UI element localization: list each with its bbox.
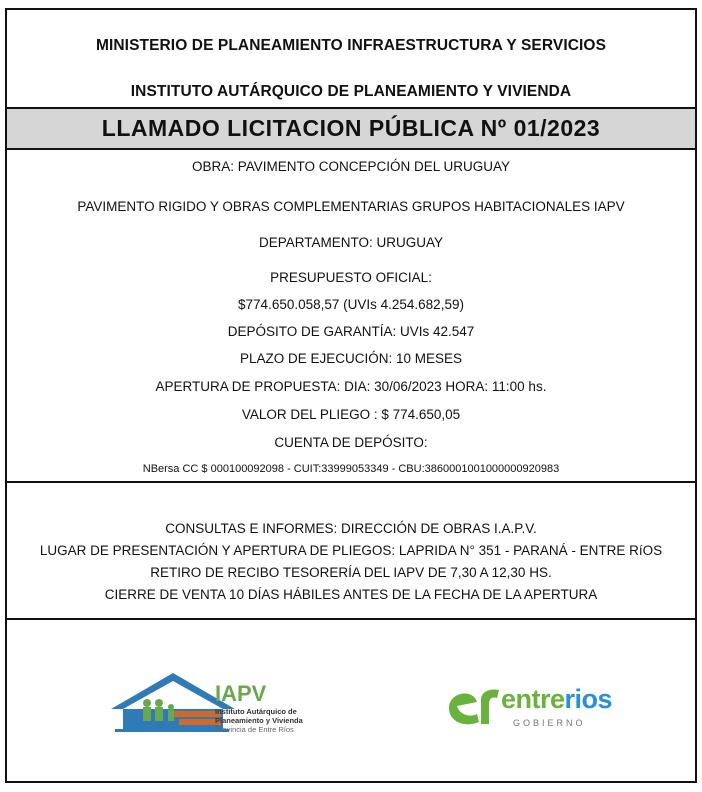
cuenta-label: CUENTA DE DEPÓSITO: (274, 435, 428, 450)
iapv-logo-line1: Instituto Autárquico de (215, 707, 297, 716)
iapv-logo-line3: Provincia de Entre Ríos (215, 725, 294, 734)
tender-title: LLAMADO LICITACION PÚBLICA Nº 01/2023 (101, 115, 601, 141)
iapv-logo (107, 665, 337, 745)
description-line: PAVIMENTO RIGIDO Y OBRAS COMPLEMENTARIAS GRUPOS HABITACIONALES IAPV (77, 199, 625, 214)
retiro-line: RETIRO DE RECIBO TESORERÍA DEL IAPV DE 7,30 A 12,30 HS. (150, 565, 552, 580)
entrerios-logo-entre: entre (501, 684, 565, 714)
institute-heading: INSTITUTO AUTÁRQUICO DE PLANEAMIENTO Y VIVIENDA (130, 83, 572, 100)
valor-pliego-line: VALOR DEL PLIEGO : $ 774.650,05 (241, 407, 461, 422)
iapv-logo-line2: Planeamiento y Vivienda (215, 716, 303, 725)
divider-1 (7, 481, 695, 483)
lugar-line: LUGAR DE PRESENTACIÓN Y APERTURA DE PLIEGOS: LAPRIDA N° 351 - PARANÁ - ENTRE RíOS (39, 543, 663, 558)
apertura-line: APERTURA DE PROPUESTA: DIA: 30/06/2023 HORA: 11:00 hs. (155, 379, 547, 394)
entrerios-logo-sub: GOBIERNO (513, 718, 586, 728)
plazo-line: PLAZO DE EJECUCIÓN: 10 MESES (239, 351, 463, 366)
divider-2 (7, 618, 695, 620)
entrerios-er-icon (443, 680, 507, 730)
entrerios-logo-rios: rios (564, 684, 613, 714)
deposito-garantia-line: DEPÓSITO DE GARANTÍA: UVIs 42.547 (227, 324, 475, 339)
departamento-line: DEPARTAMENTO: URUGUAY (258, 235, 444, 250)
notice-frame (5, 8, 697, 783)
entrerios-logo (443, 678, 643, 738)
presupuesto-label: PRESUPUESTO OFICIAL: (270, 270, 432, 285)
ministry-heading: MINISTERIO DE PLANEAMIENTO INFRAESTRUCTURA Y SERVICIOS (95, 37, 607, 54)
title-band (7, 107, 695, 150)
consultas-line: CONSULTAS E INFORMES: DIRECCIÓN DE OBRAS I.A.P.V. (165, 521, 537, 536)
presupuesto-value: $774.650.058,57 (UVIs 4.254.682,59) (238, 297, 464, 312)
cuenta-value: NBersa CC $ 000100092098 - CUIT:33999053349 - CBU:3860001001000000920983 (142, 463, 560, 475)
obra-line: OBRA: PAVIMENTO CONCEPCIÓN DEL URUGUAY (191, 159, 511, 174)
cierre-line: CIERRE DE VENTA 10 DÍAS HÁBILES ANTES DE LA FECHA DE LA APERTURA (104, 587, 598, 602)
iapv-logo-name: IAPV (215, 681, 267, 706)
